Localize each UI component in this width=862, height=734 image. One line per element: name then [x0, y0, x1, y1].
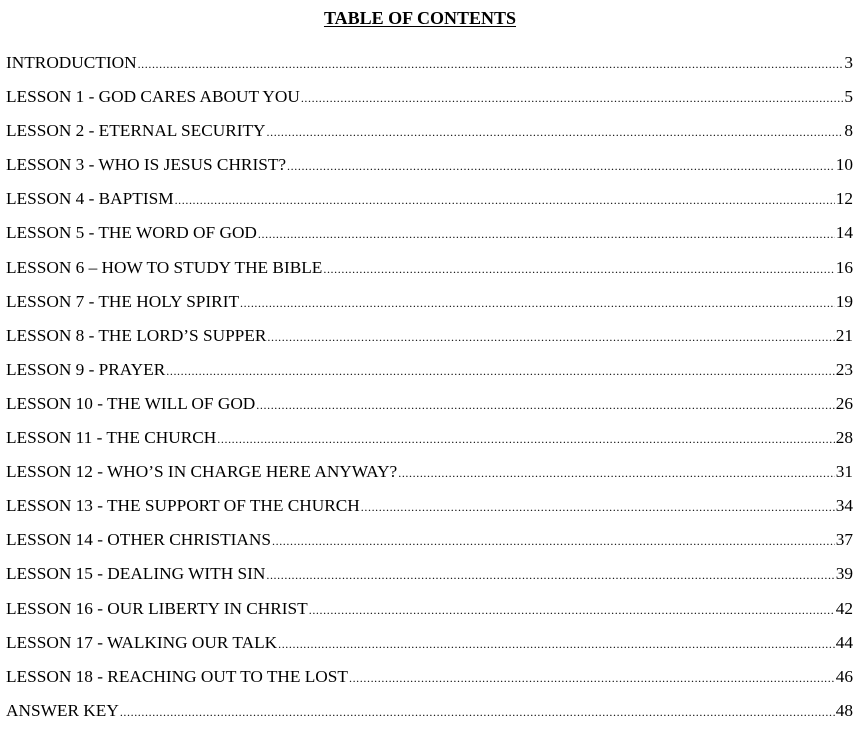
- toc-entry-page-number: 10: [835, 155, 853, 175]
- toc-dot-leader: [256, 393, 834, 416]
- toc-title: TABLE OF CONTENTS: [323, 8, 517, 28]
- toc-entry[interactable]: [6, 666, 853, 700]
- toc-dot-leader: [217, 427, 834, 450]
- toc-entry-title: LESSON 11 - THE CHURCH: [6, 428, 217, 448]
- toc-entry[interactable]: [6, 393, 853, 427]
- toc-entry-title: LESSON 14 - OTHER CHRISTIANS: [6, 530, 271, 550]
- toc-entry-page-number: 28: [835, 428, 853, 448]
- toc-dot-leader: [361, 495, 835, 518]
- toc-dot-leader: [398, 461, 834, 484]
- toc-entry[interactable]: [6, 563, 853, 597]
- toc-entry-title: LESSON 16 - OUR LIBERTY IN CHRIST: [6, 598, 308, 618]
- toc-entry-title: LESSON 2 - ETERNAL SECURITY: [6, 121, 266, 141]
- toc-entry-page-number: 5: [844, 87, 853, 107]
- toc-entry-page-number: 48: [835, 700, 853, 720]
- toc-entry-page-number: 34: [835, 496, 853, 516]
- toc-entry-page-number: 3: [844, 53, 853, 72]
- toc-entry-page-number: 39: [835, 564, 853, 584]
- toc-entry-title: LESSON 7 - THE HOLY SPIRIT: [6, 291, 240, 311]
- toc-dot-leader: [258, 222, 835, 245]
- toc-entry-title: LESSON 12 - WHO’S IN CHARGE HERE ANYWAY?: [6, 462, 398, 482]
- toc-entry-page-number: 12: [835, 189, 853, 209]
- toc-entry-page-number: 31: [835, 462, 853, 482]
- toc-entry[interactable]: [6, 359, 853, 393]
- toc-entry-page-number: 16: [835, 257, 853, 277]
- toc-entry[interactable]: [6, 461, 853, 495]
- toc-entry[interactable]: [6, 495, 853, 529]
- toc-entry-page-number: 8: [844, 121, 853, 141]
- toc-list: [6, 52, 853, 734]
- toc-entry[interactable]: [6, 291, 853, 325]
- toc-entry-title: LESSON 6 – HOW TO STUDY THE BIBLE: [6, 257, 323, 277]
- toc-entry-page-number: 14: [835, 223, 853, 243]
- toc-entry[interactable]: [6, 325, 853, 359]
- toc-entry-title: LESSON 1 - GOD CARES ABOUT YOU: [6, 87, 300, 107]
- toc-entry-title: LESSON 13 - THE SUPPORT OF THE CHURCH: [6, 496, 360, 516]
- toc-entry-title: LESSON 10 - THE WILL OF GOD: [6, 393, 256, 413]
- toc-dot-leader: [266, 563, 834, 586]
- toc-entry[interactable]: [6, 222, 853, 256]
- toc-entry-title: LESSON 3 - WHO IS JESUS CHRIST?: [6, 155, 287, 175]
- toc-dot-leader: [120, 700, 835, 723]
- toc-entry[interactable]: [6, 529, 853, 563]
- toc-entry[interactable]: [6, 52, 853, 86]
- toc-entry-page-number: 37: [835, 530, 853, 550]
- toc-dot-leader: [166, 359, 834, 382]
- toc-dot-leader: [240, 291, 835, 314]
- toc-entry-page-number: 42: [835, 598, 853, 618]
- toc-entry[interactable]: [6, 632, 853, 666]
- toc-dot-leader: [272, 529, 835, 552]
- toc-dot-leader: [267, 120, 844, 143]
- toc-entry-page-number: 19: [835, 291, 853, 311]
- toc-dot-leader: [309, 598, 835, 621]
- toc-dot-leader: [349, 666, 835, 689]
- toc-entry[interactable]: [6, 427, 853, 461]
- toc-entry[interactable]: [6, 700, 853, 734]
- toc-dot-leader: [278, 632, 835, 655]
- toc-entry-title: LESSON 4 - BAPTISM: [6, 189, 174, 209]
- toc-dot-leader: [287, 154, 835, 177]
- toc-entry-title: LESSON 17 - WALKING OUR TALK: [6, 632, 278, 652]
- toc-dot-leader: [301, 86, 844, 109]
- toc-entry-page-number: 23: [835, 359, 853, 379]
- toc-entry-page-number: 46: [835, 666, 853, 686]
- toc-entry-title: INTRODUCTION: [6, 53, 137, 72]
- toc-entry-title: ANSWER KEY: [6, 700, 119, 720]
- toc-entry-title: LESSON 15 - DEALING WITH SIN: [6, 564, 266, 584]
- toc-dot-leader: [138, 52, 844, 75]
- toc-entry-title: LESSON 18 - REACHING OUT TO THE LOST: [6, 666, 348, 686]
- toc-entry-page-number: 26: [835, 393, 853, 413]
- toc-entry-page-number: 44: [835, 632, 853, 652]
- toc-entry[interactable]: [6, 120, 853, 154]
- toc-entry[interactable]: [6, 154, 853, 188]
- toc-entry-title: LESSON 8 - THE LORD’S SUPPER: [6, 325, 267, 345]
- toc-dot-leader: [267, 325, 834, 348]
- toc-entry[interactable]: [6, 257, 853, 291]
- toc-entry[interactable]: [6, 86, 853, 120]
- toc-entry-title: LESSON 9 - PRAYER: [6, 359, 166, 379]
- toc-dot-leader: [175, 188, 835, 211]
- toc-entry-page-number: 21: [835, 325, 853, 345]
- toc-entry[interactable]: [6, 188, 853, 222]
- toc-entry[interactable]: [6, 598, 853, 632]
- toc-dot-leader: [323, 257, 834, 280]
- toc-entry-title: LESSON 5 - THE WORD OF GOD: [6, 223, 257, 243]
